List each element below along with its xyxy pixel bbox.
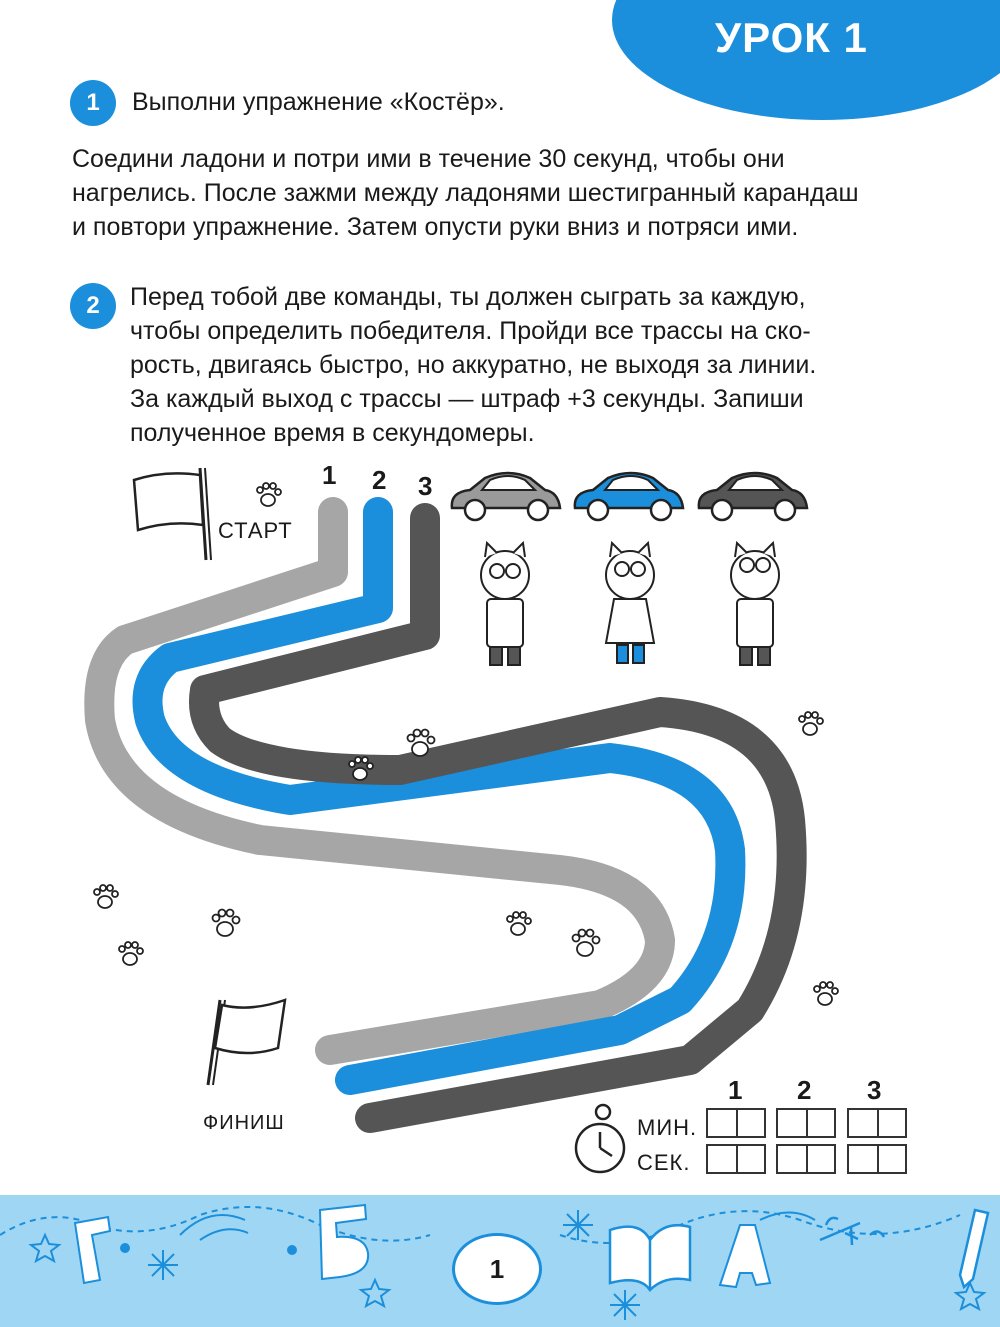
- book-icon: [610, 1225, 690, 1290]
- sec-input-3[interactable]: [847, 1144, 907, 1174]
- plus-icon: [820, 1218, 884, 1245]
- timer-column-1: 1: [728, 1075, 743, 1105]
- star-icon: [956, 1283, 984, 1309]
- star-icon: [31, 1235, 59, 1261]
- letter-g-icon: [75, 1217, 110, 1283]
- letter-a-icon: [720, 1225, 770, 1287]
- car-dark-icon: [699, 473, 807, 520]
- task2-line: полученное время в секундомеры.: [130, 419, 535, 447]
- task2-line: чтобы определить победителя. Пройди все трассы на ско-: [130, 317, 811, 345]
- finish-label: ФИНИШ: [203, 1112, 285, 1134]
- snowflake-icon: [563, 1210, 593, 1240]
- min-input-3[interactable]: [847, 1108, 907, 1138]
- sec-label: СЕК.: [637, 1150, 691, 1175]
- task1-line: и повтори упражнение. Затем опусти руки вниз и потряси ими.: [72, 213, 799, 241]
- track-number-1: 1: [322, 460, 337, 490]
- min-label: МИН.: [637, 1115, 698, 1140]
- start-flag-icon: [134, 468, 211, 560]
- task1-heading: Выполни упражнение «Костёр».: [132, 88, 505, 116]
- sec-input-2[interactable]: [776, 1144, 836, 1174]
- paw-icon: [814, 982, 838, 1005]
- min-input-1[interactable]: [706, 1108, 766, 1138]
- paw-icon: [94, 885, 118, 908]
- dot-icon: [120, 1243, 297, 1255]
- lesson-title: УРОК 1: [715, 14, 868, 61]
- paw-icon: [507, 912, 531, 935]
- start-label: СТАРТ: [218, 518, 293, 543]
- page-number: 1: [452, 1233, 542, 1305]
- paw-icon: [257, 483, 281, 506]
- car-gray-icon: [452, 473, 560, 520]
- cat-racer-2-icon: [606, 543, 654, 663]
- snowflake-icon: [610, 1290, 640, 1320]
- track-number-2: 2: [372, 465, 387, 495]
- cat-racer-1-icon: [481, 543, 529, 665]
- pencil-icon: [960, 1210, 988, 1287]
- cat-racer-3-icon: [731, 543, 779, 665]
- letter-b-icon: [320, 1205, 368, 1279]
- min-input-2[interactable]: [776, 1108, 836, 1138]
- snowflake-icon: [148, 1250, 178, 1280]
- task1-line: нагрелись. После зажми между ладонями шестигранный карандаш: [72, 179, 859, 207]
- paw-icon: [799, 712, 823, 735]
- task2-number: 2: [70, 283, 116, 329]
- task2-line: За каждый выход с трассы — штраф +3 секунды. Запиши: [130, 385, 804, 413]
- paw-icon: [119, 942, 143, 965]
- timer-column-3: 3: [867, 1075, 882, 1105]
- task2-line: Перед тобой две команды, ты должен сыграть за каждую,: [130, 283, 806, 311]
- track-number-3: 3: [418, 471, 433, 501]
- paw-icon: [573, 930, 600, 957]
- car-blue-icon: [575, 473, 683, 520]
- task2-line: рость, двигаясь быстро, но аккуратно, не выходя за линии.: [130, 351, 817, 379]
- sec-input-1[interactable]: [706, 1144, 766, 1174]
- task1-line: Соедини ладони и потри ими в течение 30 секунд, чтобы они: [72, 145, 785, 173]
- task1-number: 1: [70, 80, 116, 126]
- star-icon: [361, 1280, 389, 1306]
- stopwatch-icon: [576, 1105, 624, 1172]
- paw-icon: [213, 910, 240, 937]
- timer-column-2: 2: [797, 1075, 812, 1105]
- finish-flag-icon: [208, 1000, 285, 1085]
